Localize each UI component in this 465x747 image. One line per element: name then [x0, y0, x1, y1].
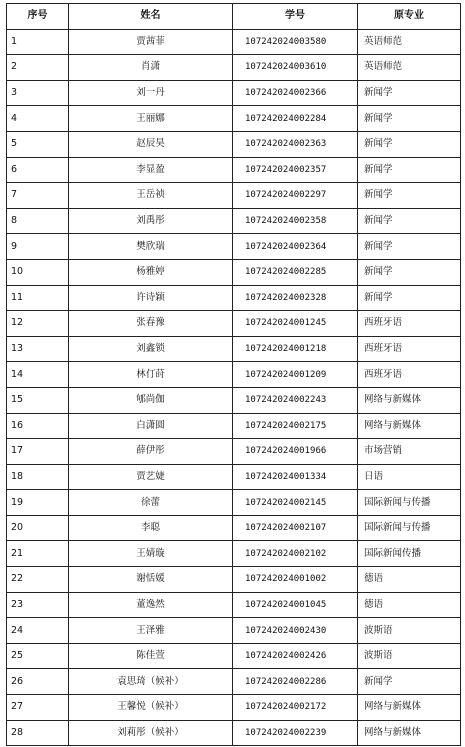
table-row: [7, 106, 461, 132]
cell-name: 白潇圆: [69, 413, 233, 439]
cell-student-id: 107242024002358: [233, 208, 358, 234]
cell-serial-number: 7: [7, 183, 69, 209]
cell-name: 王婧璇: [69, 541, 233, 567]
cell-name: 肖潇: [69, 55, 233, 81]
table-row: [7, 413, 461, 439]
cell-original-major: 德语: [358, 592, 461, 618]
cell-name: 贾茜菲: [69, 29, 233, 55]
header-student-id: 学号: [233, 4, 358, 30]
cell-student-id: 107242024002243: [233, 387, 358, 413]
cell-name: 刘莉彤（候补）: [69, 720, 233, 746]
cell-serial-number: 14: [7, 362, 69, 388]
table-row: [7, 618, 461, 644]
cell-student-id: 107242024001218: [233, 336, 358, 362]
cell-name: 徐蕾: [69, 490, 233, 516]
cell-student-id: 107242024001966: [233, 439, 358, 465]
cell-student-id: 107242024002328: [233, 285, 358, 311]
cell-student-id: 107242024002175: [233, 413, 358, 439]
cell-original-major: 新闻学: [358, 131, 461, 157]
table-row: [7, 567, 461, 593]
cell-student-id: 107242024003580: [233, 29, 358, 55]
cell-serial-number: 2: [7, 55, 69, 81]
table-row: [7, 311, 461, 337]
cell-original-major: 西班牙语: [358, 311, 461, 337]
cell-serial-number: 20: [7, 515, 69, 541]
cell-student-id: 107242024002284: [233, 106, 358, 132]
cell-original-major: 网络与新媒体: [358, 387, 461, 413]
cell-student-id: 107242024002363: [233, 131, 358, 157]
cell-serial-number: 9: [7, 234, 69, 260]
cell-student-id: 107242024001245: [233, 311, 358, 337]
table-row: [7, 336, 461, 362]
table-row: [7, 515, 461, 541]
cell-serial-number: 22: [7, 567, 69, 593]
cell-name: 李聪: [69, 515, 233, 541]
cell-name: 谢恬媛: [69, 567, 233, 593]
cell-serial-number: 13: [7, 336, 69, 362]
cell-name: 郇尚伽: [69, 387, 233, 413]
cell-name: 贾艺婕: [69, 464, 233, 490]
header-name: 姓名: [69, 4, 233, 30]
cell-original-major: 网络与新媒体: [358, 413, 461, 439]
table-row: [7, 541, 461, 567]
cell-original-major: 西班牙语: [358, 336, 461, 362]
cell-original-major: 新闻学: [358, 669, 461, 695]
cell-name: 王岳祯: [69, 183, 233, 209]
table-row: [7, 183, 461, 209]
cell-serial-number: 8: [7, 208, 69, 234]
cell-serial-number: 10: [7, 259, 69, 285]
cell-original-major: 新闻学: [358, 285, 461, 311]
cell-serial-number: 23: [7, 592, 69, 618]
cell-name: 董逸然: [69, 592, 233, 618]
cell-student-id: 107242024001045: [233, 592, 358, 618]
cell-student-id: 107242024002426: [233, 643, 358, 669]
table-header-row: [7, 4, 461, 30]
cell-name: 刘鑫锁: [69, 336, 233, 362]
cell-original-major: 新闻学: [358, 80, 461, 106]
table-row: [7, 234, 461, 260]
cell-name: 陈佳萱: [69, 643, 233, 669]
cell-original-major: 国际新闻与传播: [358, 515, 461, 541]
cell-original-major: 市场营销: [358, 439, 461, 465]
cell-student-id: 107242024002430: [233, 618, 358, 644]
cell-serial-number: 6: [7, 157, 69, 183]
table-row: [7, 80, 461, 106]
cell-student-id: 107242024002172: [233, 695, 358, 721]
cell-original-major: 新闻学: [358, 157, 461, 183]
cell-name: 张春豫: [69, 311, 233, 337]
cell-original-major: 西班牙语: [358, 362, 461, 388]
cell-serial-number: 15: [7, 387, 69, 413]
cell-student-id: 107242024002286: [233, 669, 358, 695]
cell-student-id: 107242024002285: [233, 259, 358, 285]
cell-student-id: 107242024001002: [233, 567, 358, 593]
cell-original-major: 新闻学: [358, 259, 461, 285]
cell-serial-number: 26: [7, 669, 69, 695]
cell-original-major: 新闻学: [358, 208, 461, 234]
cell-student-id: 107242024002239: [233, 720, 358, 746]
cell-name: 许诗颖: [69, 285, 233, 311]
cell-student-id: 107242024001209: [233, 362, 358, 388]
cell-original-major: 新闻学: [358, 106, 461, 132]
cell-serial-number: 12: [7, 311, 69, 337]
table-row: [7, 643, 461, 669]
cell-student-id: 107242024002145: [233, 490, 358, 516]
cell-serial-number: 28: [7, 720, 69, 746]
cell-student-id: 107242024002297: [233, 183, 358, 209]
cell-student-id: 107242024001334: [233, 464, 358, 490]
cell-original-major: 日语: [358, 464, 461, 490]
cell-serial-number: 18: [7, 464, 69, 490]
table-row: [7, 259, 461, 285]
table-row: [7, 208, 461, 234]
header-original-major: 原专业: [358, 4, 461, 30]
student-list-table: [6, 3, 461, 746]
cell-name: 樊欣瑞: [69, 234, 233, 260]
table-row: [7, 439, 461, 465]
table-row: [7, 695, 461, 721]
cell-original-major: 英语师范: [358, 29, 461, 55]
table-row: [7, 29, 461, 55]
table-row: [7, 285, 461, 311]
cell-serial-number: 19: [7, 490, 69, 516]
table-row: [7, 669, 461, 695]
cell-name: 刘一丹: [69, 80, 233, 106]
cell-original-major: 英语师范: [358, 55, 461, 81]
cell-serial-number: 4: [7, 106, 69, 132]
cell-serial-number: 1: [7, 29, 69, 55]
cell-serial-number: 24: [7, 618, 69, 644]
header-serial-number: 序号: [7, 4, 69, 30]
cell-name: 袁思琦（候补）: [69, 669, 233, 695]
table-row: [7, 55, 461, 81]
cell-student-id: 107242024003610: [233, 55, 358, 81]
cell-serial-number: 5: [7, 131, 69, 157]
cell-original-major: 国际新闻传播: [358, 541, 461, 567]
cell-student-id: 107242024002357: [233, 157, 358, 183]
cell-name: 赵辰昊: [69, 131, 233, 157]
cell-name: 王馨悦（候补）: [69, 695, 233, 721]
cell-name: 王泽雅: [69, 618, 233, 644]
table-row: [7, 387, 461, 413]
table-row: [7, 157, 461, 183]
cell-original-major: 新闻学: [358, 183, 461, 209]
table-row: [7, 131, 461, 157]
cell-serial-number: 3: [7, 80, 69, 106]
cell-name: 刘禹彤: [69, 208, 233, 234]
cell-name: 薛伊彤: [69, 439, 233, 465]
cell-original-major: 德语: [358, 567, 461, 593]
cell-student-id: 107242024002107: [233, 515, 358, 541]
cell-original-major: 网络与新媒体: [358, 695, 461, 721]
cell-serial-number: 21: [7, 541, 69, 567]
table-row: [7, 464, 461, 490]
cell-student-id: 107242024002366: [233, 80, 358, 106]
table-row: [7, 490, 461, 516]
student-list-table-container: [6, 3, 460, 746]
cell-name: 杨雅婷: [69, 259, 233, 285]
table-body: [7, 29, 461, 746]
cell-original-major: 波斯语: [358, 643, 461, 669]
cell-student-id: 107242024002364: [233, 234, 358, 260]
cell-student-id: 107242024002102: [233, 541, 358, 567]
cell-name: 李显盈: [69, 157, 233, 183]
cell-original-major: 网络与新媒体: [358, 720, 461, 746]
cell-name: 林仃莳: [69, 362, 233, 388]
table-row: [7, 362, 461, 388]
cell-original-major: 新闻学: [358, 234, 461, 260]
cell-original-major: 国际新闻与传播: [358, 490, 461, 516]
cell-serial-number: 16: [7, 413, 69, 439]
cell-serial-number: 17: [7, 439, 69, 465]
table-row: [7, 592, 461, 618]
cell-original-major: 波斯语: [358, 618, 461, 644]
table-row: [7, 720, 461, 746]
cell-serial-number: 11: [7, 285, 69, 311]
cell-serial-number: 25: [7, 643, 69, 669]
cell-name: 王丽娜: [69, 106, 233, 132]
cell-serial-number: 27: [7, 695, 69, 721]
